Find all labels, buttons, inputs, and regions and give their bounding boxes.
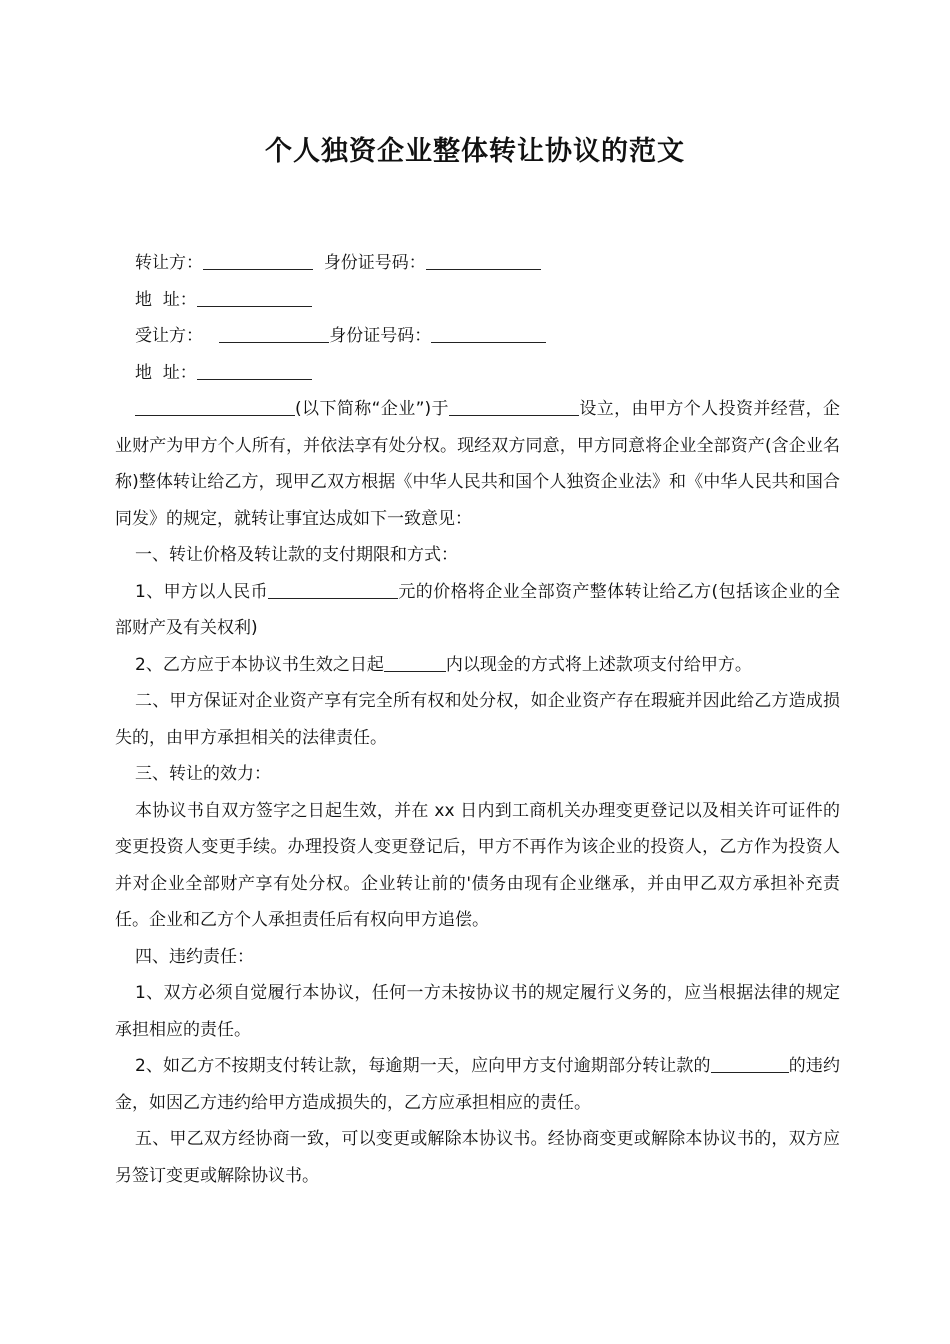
transferee-address-blank [197, 361, 312, 380]
transferor-name-blank [203, 251, 313, 270]
transferor-line [115, 245, 840, 282]
clause-1-2-text-a: 2、乙方应于本协议书生效之日起 [135, 654, 384, 675]
transferee-line [115, 318, 840, 355]
transferee-label: 受让方： [135, 326, 203, 346]
section-2: 二、甲方保证对企业资产享有完全所有权和处分权，如企业资产存在瑕疵并因此给乙方造成损失的，由甲方承担相关的法律责任。 [115, 691, 840, 748]
intro-text-a: (以下简称“企业”)于 [295, 399, 449, 419]
price-blank [268, 580, 398, 599]
penalty-rate-blank-b [763, 1054, 789, 1073]
document-body [115, 245, 840, 1194]
transferee-address-line [115, 355, 840, 392]
section-3-body: 本协议书自双方签字之日起生效，并在 xx 日内到工商机关办理变更登记以及相关许可证件的变更投资人变更手续。办理投资人变更登记后，甲方不再作为该企业的投资人，乙方作为投资人并对企业全部财产享有处分权。企业转让前的'债务由现有企业继承，并由甲乙双方承担补充责任。企业和乙方个人承担责任后有权向甲方追偿。 [115, 800, 840, 930]
clause-4-2 [115, 1048, 840, 1121]
section-5: 五、甲乙双方经协商一致，可以变更或解除本协议书。经协商变更或解除本协议书的，双方应另签订变更或解除协议书。 [115, 1129, 840, 1186]
transferee-address-label: 地 址： [135, 362, 197, 383]
transferee-name-blank [219, 324, 329, 343]
section-1-heading: 一、转让价格及转让款的支付期限和方式： [135, 545, 458, 565]
transferor-label: 转让方： [135, 253, 203, 273]
clause-1-1 [115, 574, 840, 647]
transferor-id-label: 身份证号码： [323, 253, 426, 273]
clause-4-2-text-b: 的违约金，如因乙方违约给甲方造成损失的，乙方应承担相应的责任。 [115, 1056, 840, 1113]
clause-1-2-text-b: 内以现金的方式将上述款项支付给甲方。 [445, 654, 752, 675]
transferor-address-blank [197, 288, 312, 307]
clause-4-2-text-a: 2、如乙方不按期支付转让款，每逾期一天，应向甲方支付逾期部分转让款的 [135, 1056, 711, 1076]
establish-date-blank [449, 397, 579, 416]
transferee-id-label: 身份证号码： [329, 326, 432, 346]
intro-text-b: 设立，由甲方个人投资并经营，企业财产为甲方个人所有，并依法享有处分权。现经双方同意，甲方同意将企业全部资产(含企业名称)整体转让给乙方，现甲乙双方根据《中华人民共和国个人独资企业法》和《中华人民共和国合同发》的规定，就转让事宜达成如下一致意见： [115, 399, 841, 529]
transferee-id-blank [431, 324, 546, 343]
clause-1-1-text-b: 元的价格将企业全部资产整体转让给乙方(包括该企业的全部财产及有关权利) [115, 581, 840, 638]
transferor-address-label: 地 址： [135, 289, 197, 310]
transferor-address-line [115, 282, 840, 319]
section-4-heading: 四、违约责任： [135, 946, 254, 967]
transferor-id-blank [426, 251, 541, 270]
document-title: 个人独资企业整体转让协议的范文 [265, 136, 685, 167]
payment-period-blank [384, 653, 446, 672]
clause-4-1: 1、双方必须自觉履行本协议，任何一方未按协议书的规定履行义务的，应当根据法律的规定承担相应的责任。 [115, 983, 840, 1040]
clause-1-1-text-a: 1、甲方以人民币 [135, 581, 268, 602]
section-3-heading: 三、转让的效力： [135, 764, 271, 784]
intro-paragraph [115, 391, 840, 537]
penalty-rate-blank-a [711, 1054, 763, 1073]
clause-1-2 [115, 647, 840, 684]
enterprise-name-blank [135, 397, 295, 416]
